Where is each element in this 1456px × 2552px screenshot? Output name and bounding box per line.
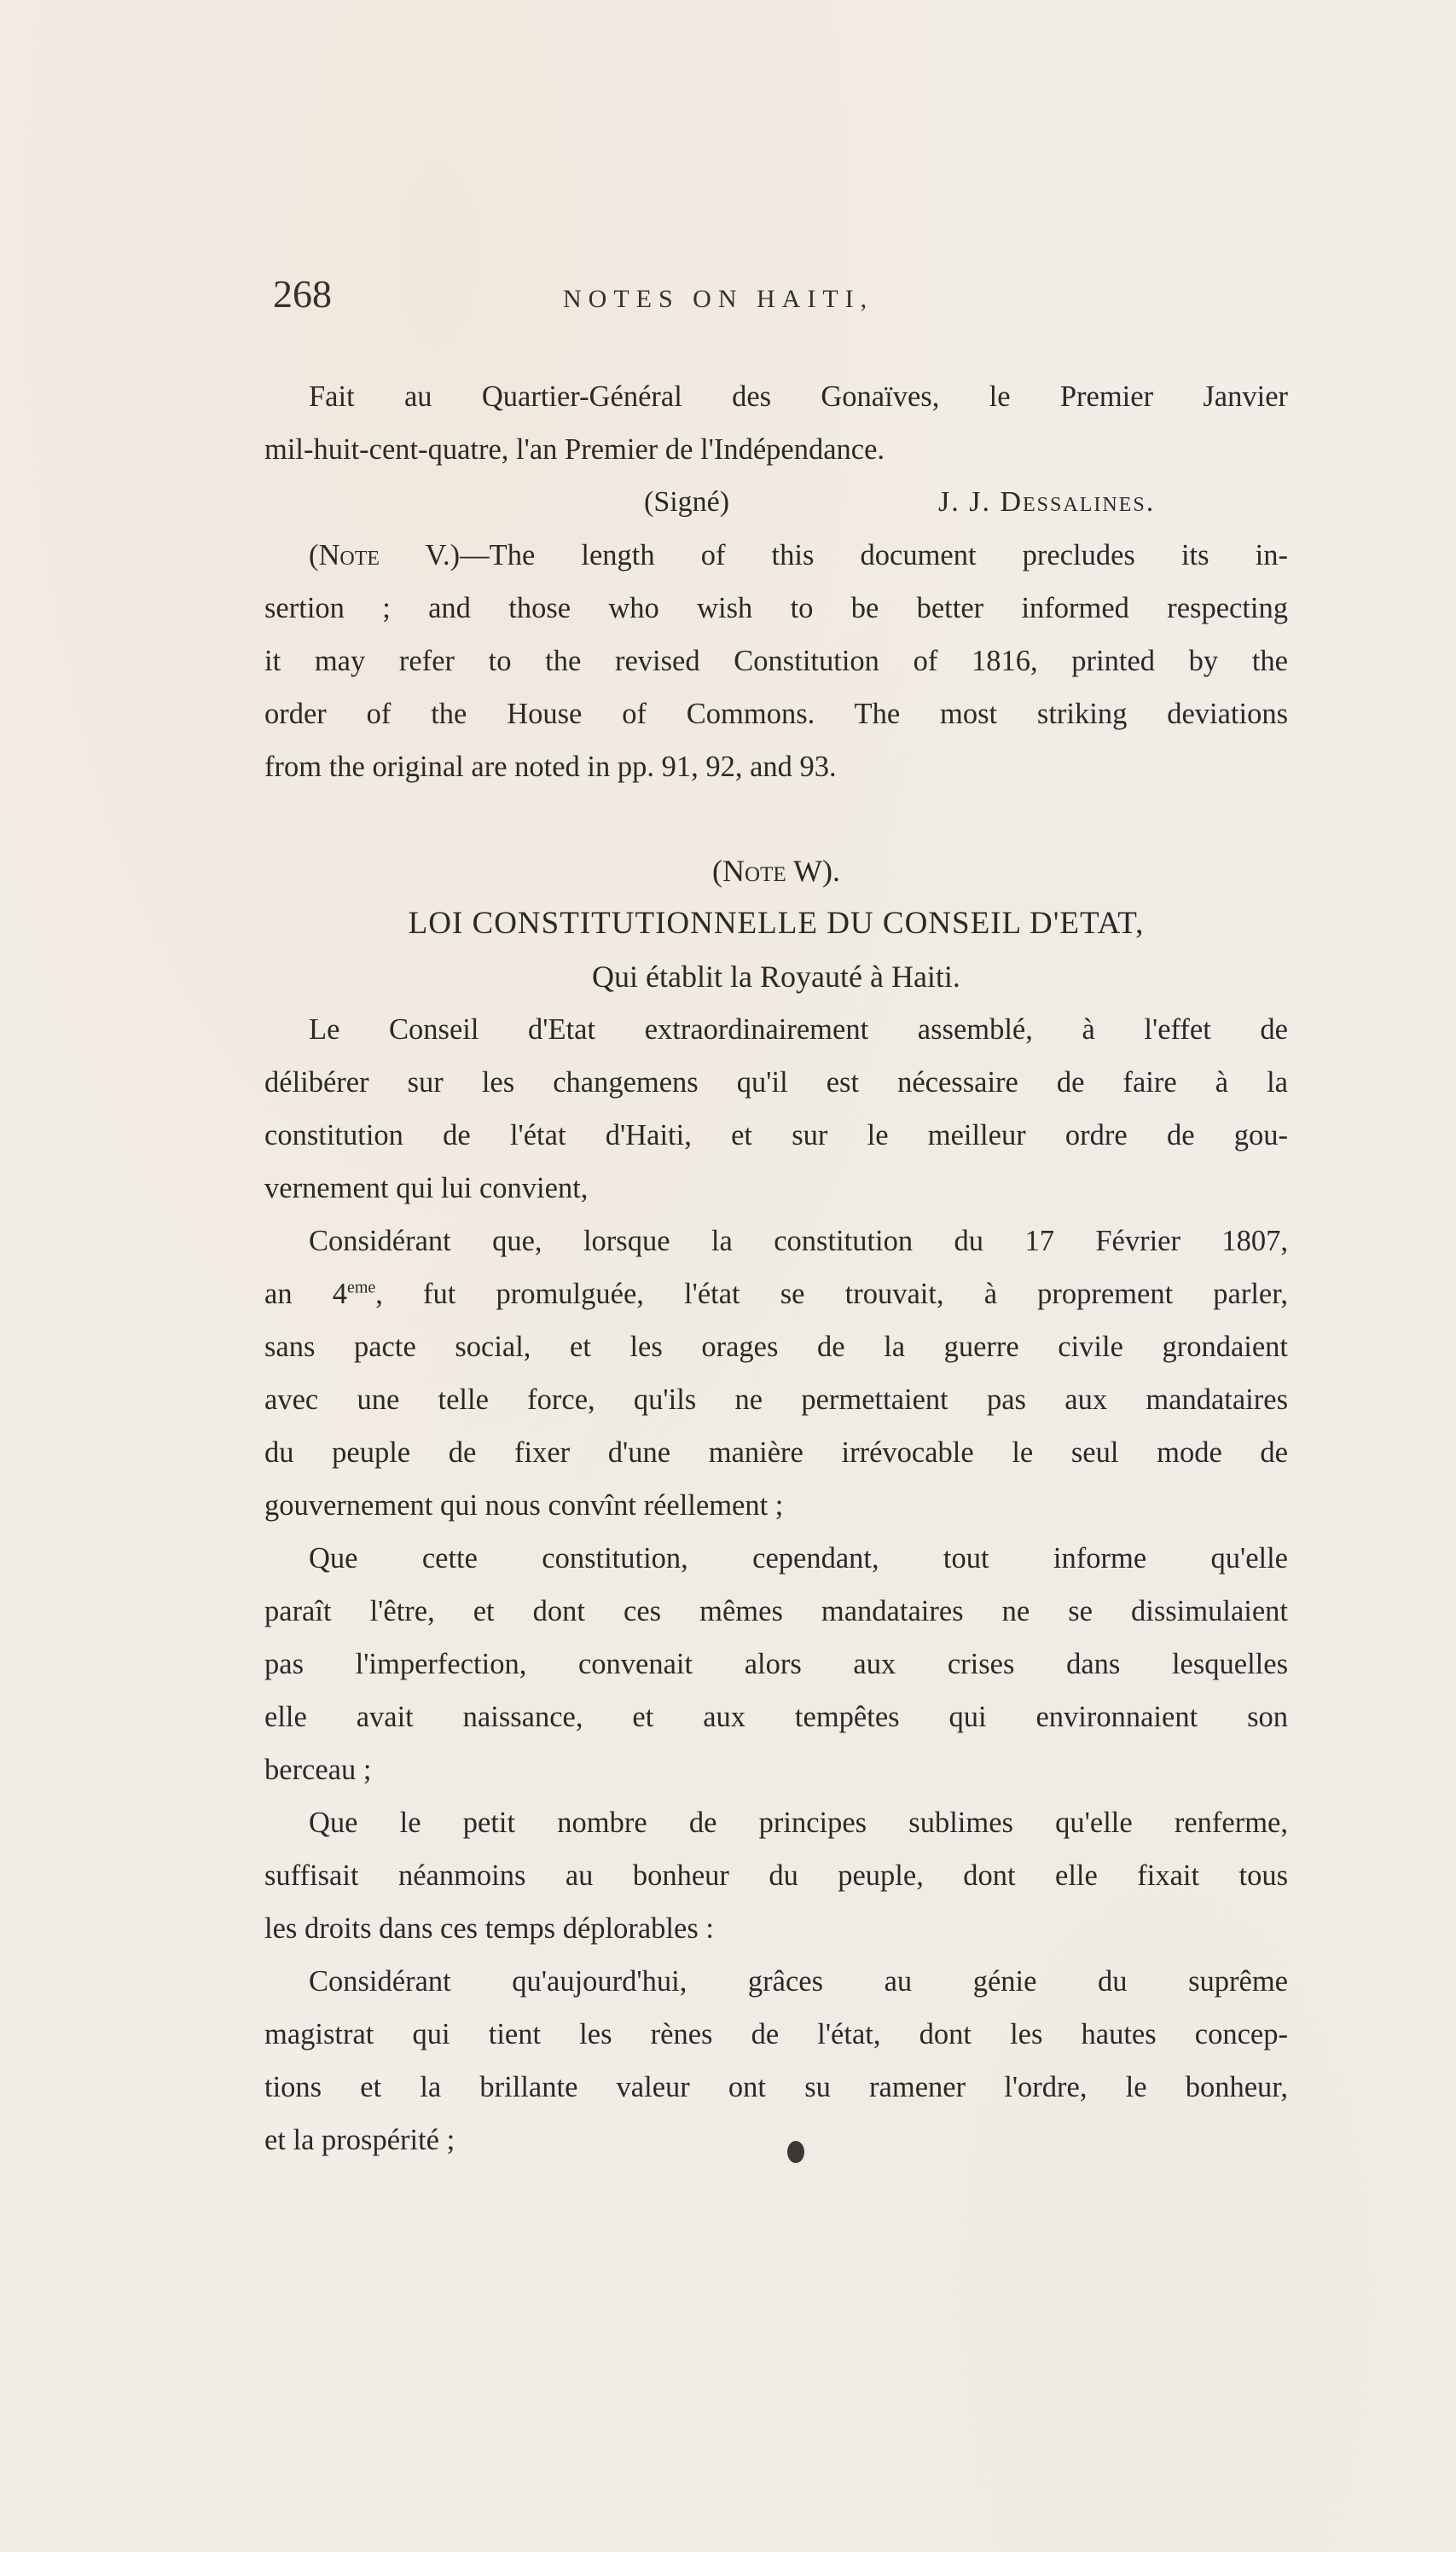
text-line: gouvernement qui nous convînt réellement ; (264, 1489, 784, 1522)
text-line: elle avait naissance, et aux tempêtes qui environnaient son (264, 1701, 1288, 1733)
text-line: berceau ; (264, 1754, 372, 1786)
signe-label: (Signé) (644, 486, 730, 518)
text-line: suffisait néanmoins au bonheur du peuple, dont elle fixait tous (264, 1859, 1288, 1892)
law-subtitle: Qui établit la Royauté à Haiti. (592, 960, 960, 994)
text-line: tions et la brillante valeur ont su ramener l'ordre, le bonheur, (264, 2071, 1288, 2103)
text-line: avec une telle force, qu'ils ne permettaient pas aux mandataires (264, 1383, 1288, 1416)
text-line: constitution de l'état d'Haiti, et sur le meilleur ordre de gou- (264, 1119, 1288, 1151)
text-line: et la prospérité ; (264, 2124, 455, 2156)
paragraph-2 (264, 1215, 1288, 1532)
text-line: sertion ; and those who wish to be better informed respecting (264, 592, 1288, 624)
text-line: mil-huit-cent-quatre, l'an Premier de l'Indépendance. (264, 433, 885, 466)
note-v-label: (Note V.) (309, 539, 461, 571)
text-line: Le Conseil d'Etat extraordinairement assemblé, à l'effet de (309, 1013, 1288, 1046)
dated-paragraph (264, 370, 1288, 476)
paragraph-1 (264, 1003, 1288, 1215)
page-number: 268 (273, 272, 332, 316)
text-line: pas l'imperfection, convenait alors aux crises dans lesquelles (264, 1648, 1288, 1680)
note-v (264, 529, 1288, 793)
text-line: Que cette constitution, cependant, tout informe qu'elle (309, 1542, 1288, 1575)
text-line: Considérant qu'aujourd'hui, grâces au génie du suprême (309, 1965, 1288, 1998)
text-line: les droits dans ces temps déplorables : (264, 1912, 714, 1945)
note-w-heading: (Note W). (712, 854, 840, 888)
paragraph-5 (264, 1955, 1288, 2166)
book-page (264, 271, 1288, 2166)
paragraph-3 (264, 1532, 1288, 1796)
running-title: NOTES ON HAITI, (563, 285, 874, 313)
text-line: délibérer sur les changemens qu'il est nécessaire de faire à la (264, 1066, 1288, 1099)
text-line: sans pacte social, et les orages de la guerre civile grondaient (264, 1331, 1288, 1363)
text-line: from the original are noted in pp. 91, 92, and 93. (264, 751, 837, 783)
text-line: paraît l'être, et dont ces mêmes mandataires ne se dissimulaient (264, 1595, 1288, 1627)
text-line: (Note V.)—The length of this document precludes its in- (309, 539, 1288, 571)
signature-line (264, 476, 1288, 529)
text-line: vernement qui lui convient, (264, 1172, 589, 1204)
text-line: Que le petit nombre de principes sublimes qu'elle renferme, (309, 1807, 1288, 1839)
text-line: magistrat qui tient les rènes de l'état, dont les hautes concep- (264, 2018, 1288, 2050)
ink-blot-mark (787, 2141, 804, 2163)
law-title: LOI CONSTITUTIONNELLE DU CONSEIL D'ETAT, (408, 906, 1145, 941)
text-line: order of the House of Commons. The most striking deviations (264, 698, 1288, 730)
text-line: du peuple de fixer d'une manière irrévocable le seul mode de (264, 1436, 1288, 1469)
section-spacer (264, 793, 1288, 844)
text-line: Fait au Quartier-Général des Gonaïves, le Premier Janvier (309, 380, 1288, 413)
text-line: Considérant que, lorsque la constitution du 17 Février 1807, (309, 1225, 1288, 1257)
signatory-name: J. J. Dessalines. (938, 486, 1156, 518)
text-line: it may refer to the revised Constitution of 1816, printed by the (264, 645, 1288, 677)
paragraph-4 (264, 1796, 1288, 1955)
running-head (264, 271, 1288, 322)
text-line: an 4eme, fut promulguée, l'état se trouvait, à proprement parler, (264, 1278, 1288, 1310)
